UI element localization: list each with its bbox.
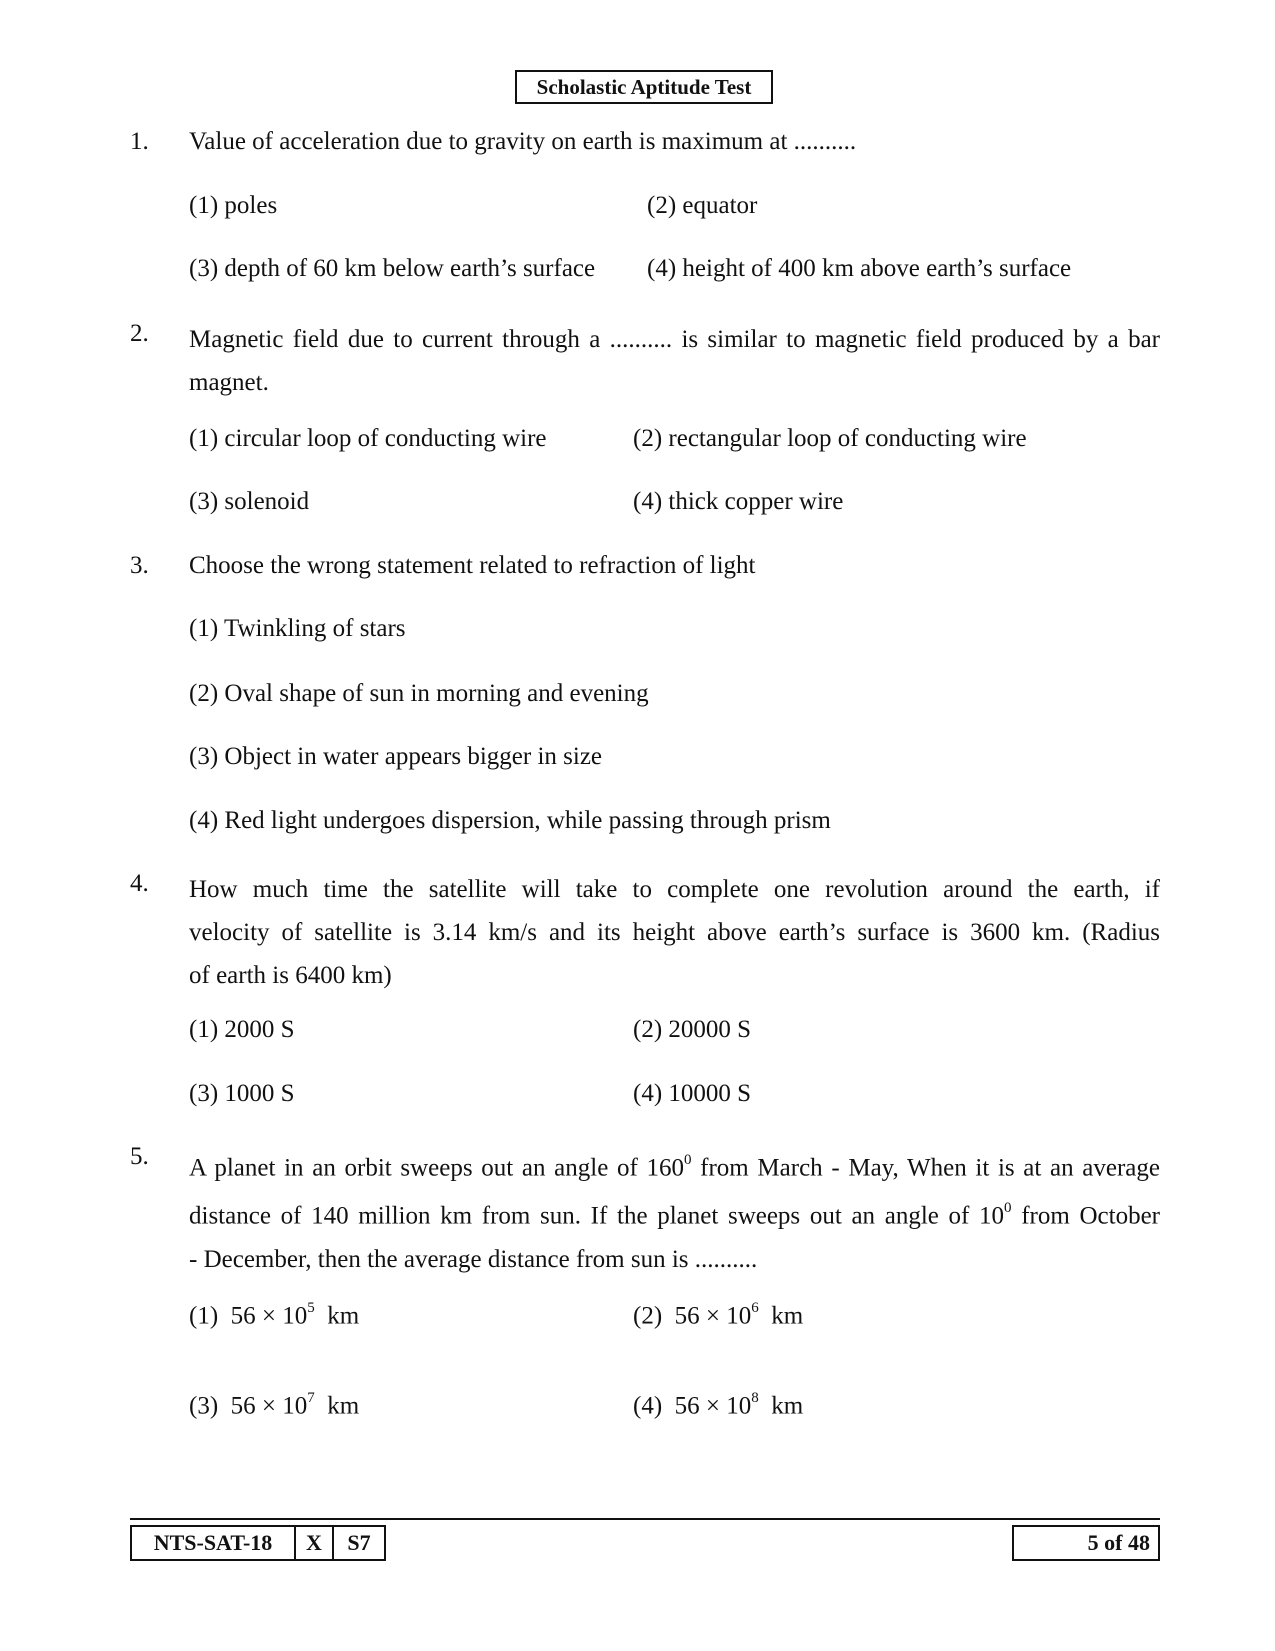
option-unit: km	[771, 1302, 804, 1330]
option: (2) rectangular loop of conducting wire	[633, 425, 1027, 452]
option-value: 56 × 10	[674, 1392, 752, 1420]
question-text	[189, 318, 1160, 404]
footer-code: NTS-SAT-18	[132, 1527, 296, 1559]
footer-set: S7	[347, 1530, 371, 1555]
option: (1) circular loop of conducting wire	[189, 425, 547, 452]
option: (4) height of 400 km above earth’s surface	[647, 255, 1072, 282]
question-text	[189, 868, 1160, 997]
option: (4) thick copper wire	[633, 488, 844, 515]
option-value: 56 × 10	[230, 1392, 308, 1420]
page-title: Scholastic Aptitude Test	[515, 70, 773, 104]
option	[189, 1302, 359, 1330]
exponent: 6	[751, 1300, 759, 1316]
question-text: Choose the wrong statement related to refraction of light	[189, 552, 756, 579]
option: (3) Object in water appears bigger in size	[189, 743, 603, 770]
option-label: (3)	[189, 1392, 219, 1420]
question-text-line: How much time the satellite will take to complete one revolution around the earth, if	[189, 876, 1160, 903]
superscript: 0	[1004, 1200, 1012, 1217]
question-text-line: of earth is 6400 km)	[189, 962, 392, 989]
option-value: 56 × 10	[674, 1302, 752, 1330]
exponent: 7	[307, 1390, 315, 1406]
option: (2) equator	[647, 192, 758, 219]
option-label: (4)	[633, 1392, 663, 1420]
question-text-line: - December, then the average distance from sun is ..........	[189, 1245, 758, 1273]
question-number: 1.	[130, 128, 149, 155]
option-label: (1)	[189, 1302, 219, 1330]
text-segment: A planet in an orbit sweeps out an angle of 160	[189, 1154, 684, 1182]
option	[633, 1392, 803, 1420]
text-segment: from March - May, When it is at an average	[691, 1154, 1161, 1182]
option-value: 56 × 10	[230, 1302, 308, 1330]
question-text	[189, 1141, 1160, 1281]
superscript: 0	[683, 1152, 692, 1168]
question-text-line: magnet.	[189, 369, 269, 396]
exponent: 8	[751, 1390, 759, 1406]
question-text-line	[189, 1189, 1160, 1237]
question-number: 4.	[130, 870, 149, 897]
option: (4) Red light undergoes dispersion, while passing through prism	[189, 807, 831, 834]
option: (3) 1000 S	[189, 1080, 295, 1107]
question-text-line: Magnetic field due to current through a .......... is similar to magnetic field produced by a bar	[189, 326, 1160, 353]
footer-divider	[130, 1518, 1160, 1520]
option-label: (2)	[633, 1302, 663, 1330]
option: (3) solenoid	[189, 488, 310, 515]
option	[633, 1302, 803, 1330]
page-number: 5 of 48	[1012, 1525, 1160, 1561]
question-text: Value of acceleration due to gravity on earth is maximum at ..........	[189, 128, 857, 155]
option: (2) Oval shape of sun in morning and evening	[189, 680, 649, 707]
option-unit: km	[771, 1392, 804, 1420]
question-number: 5.	[130, 1143, 149, 1170]
option	[189, 1392, 359, 1420]
text-segment: from October	[1011, 1202, 1160, 1230]
question-number: 2.	[130, 320, 149, 347]
question-text-line: velocity of satellite is 3.14 km/s and its height above earth’s surface is 3600 km. (Radius	[189, 919, 1160, 946]
question-text-line	[189, 1141, 1160, 1189]
option-unit: km	[327, 1302, 360, 1330]
option: (1) poles	[189, 192, 278, 219]
text-segment: distance of 140 million km from sun. If the planet sweeps out an angle of 10	[189, 1202, 1005, 1230]
option: (1) 2000 S	[189, 1016, 295, 1043]
option-unit: km	[327, 1392, 360, 1420]
exponent: 5	[307, 1300, 315, 1316]
option: (4) 10000 S	[633, 1080, 752, 1107]
footer-code-box	[130, 1525, 386, 1561]
question-number: 3.	[130, 552, 149, 579]
option: (1) Twinkling of stars	[189, 615, 406, 642]
option: (3) depth of 60 km below earth’s surface	[189, 255, 596, 282]
footer-class: X	[296, 1527, 334, 1559]
option: (2) 20000 S	[633, 1016, 752, 1043]
